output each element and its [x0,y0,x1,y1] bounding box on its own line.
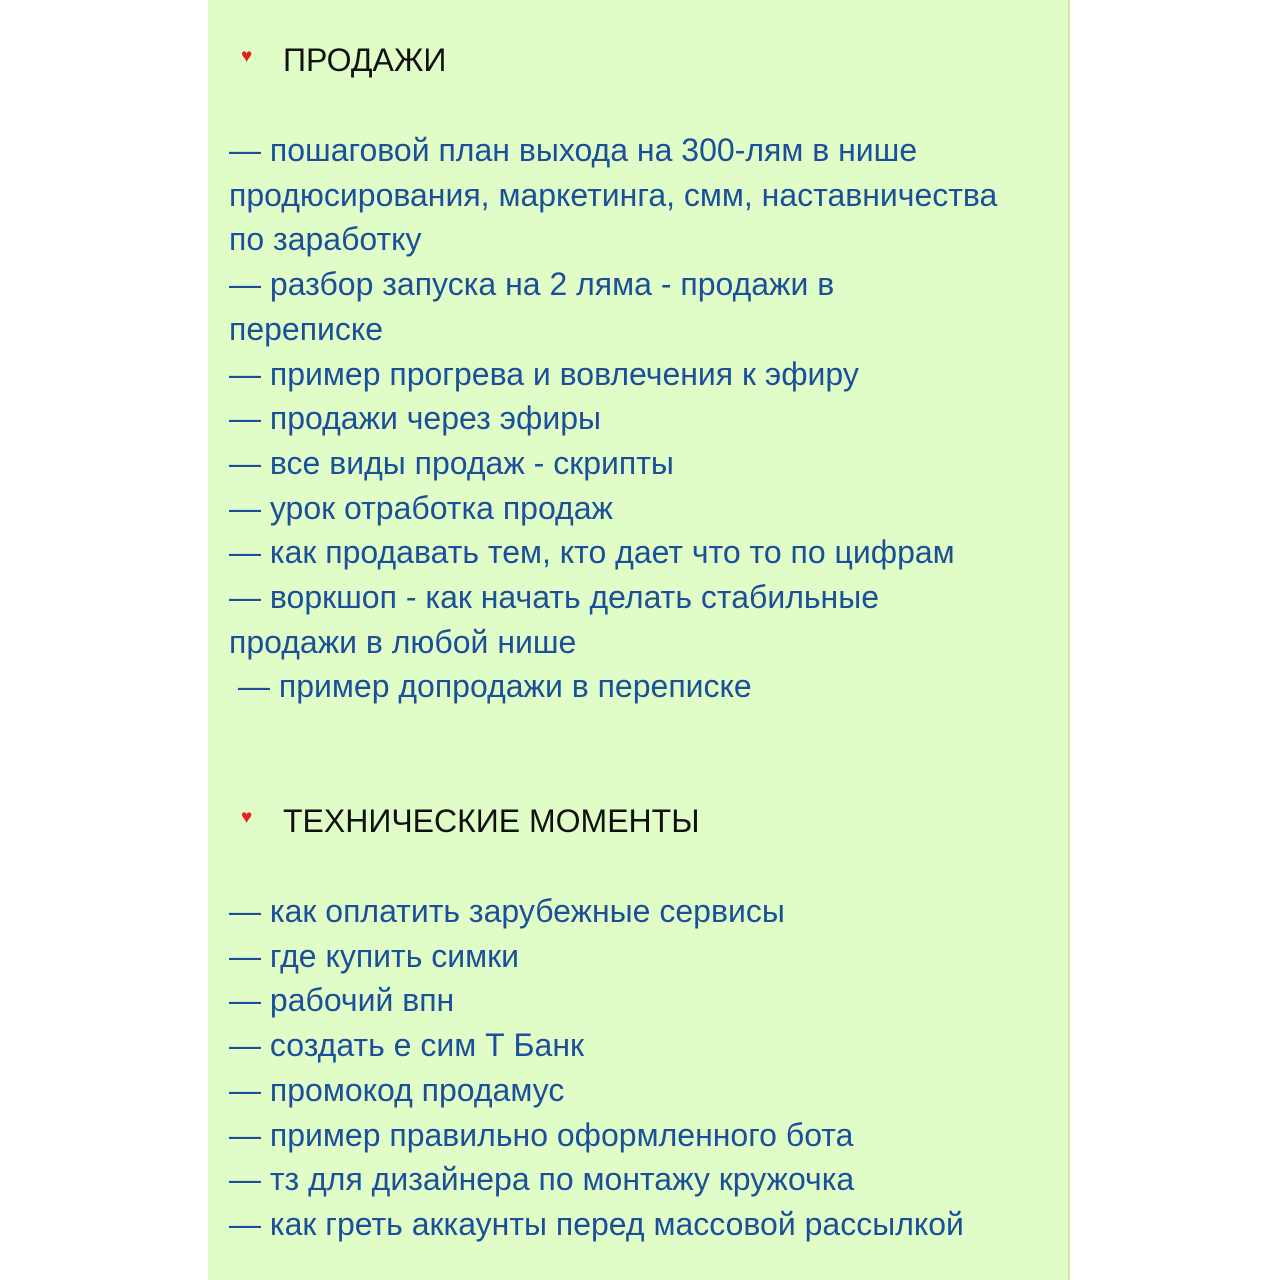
list-item[interactable]: — продажи через эфиры [229,400,601,437]
section-sales [229,36,1058,709]
list-item[interactable]: — пример допродажи в переписке [238,668,752,705]
list-item[interactable]: — рабочий впн [229,982,455,1019]
message-bubble [208,0,1070,1280]
link-list [229,128,1058,709]
list-item[interactable]: — пошаговой план выхода на 300-лям в нише продюсирования, маркетинга, смм, наставничества по заработку [229,132,998,258]
list-item[interactable]: — воркшоп - как начать делать стабильные продажи в любой нише [229,579,879,660]
list-item[interactable]: — создать е сим Т Банк [229,1027,584,1064]
list-item[interactable]: — тз для дизайнера по монтажу кружочка [229,1161,855,1198]
list-item[interactable]: — пример прогрева и вовлечения к эфиру [229,355,859,392]
list-item[interactable]: — как греть аккаунты перед массовой рассылкой [229,1205,964,1242]
list-item[interactable]: — где купить симки [229,937,520,974]
section-header [229,797,1058,845]
heart-icon: ♥ [241,806,253,828]
link-list [229,889,1058,1247]
list-item[interactable]: — все виды продаж - скрипты [229,444,674,481]
list-item[interactable]: — промокод продамус [229,1071,565,1108]
list-item[interactable]: — как оплатить зарубежные сервисы [229,893,785,929]
list-item[interactable]: — разбор запуска на 2 ляма - продажи в переписке [229,266,835,347]
section-title: ТЕХНИЧЕСКИЕ МОМЕНТЫ [283,802,700,839]
list-item[interactable]: — урок отработка продаж [229,489,613,526]
list-item[interactable]: — как продавать тем, кто дает что то по цифрам [229,534,955,571]
section-technical [229,797,1058,1247]
section-header [229,36,1058,84]
heart-icon: ♥ [241,45,253,67]
list-item[interactable]: — пример правильно оформленного бота [229,1116,854,1153]
section-title: ПРОДАЖИ [283,41,447,78]
